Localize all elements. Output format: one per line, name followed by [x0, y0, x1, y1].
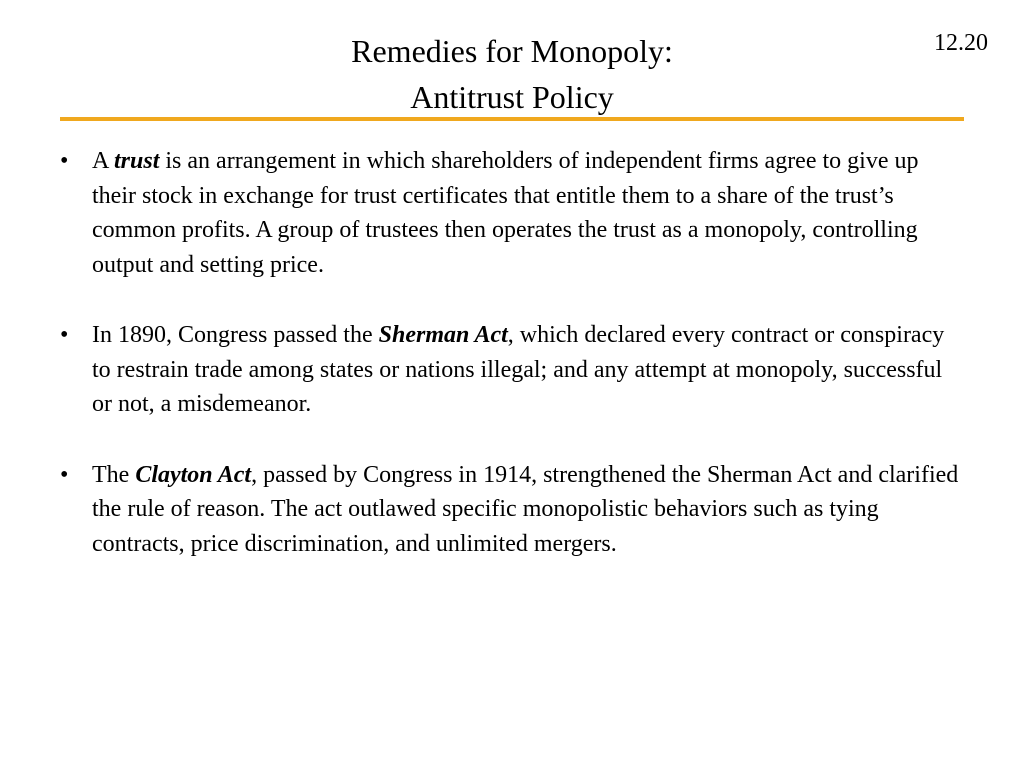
bullet-item-clayton-act	[0, 458, 1024, 562]
title-divider	[60, 117, 964, 121]
term-clayton-act: Clayton Act	[135, 461, 252, 488]
bullet-text-pre: In 1890, Congress passed the	[92, 322, 379, 348]
bullet-icon: •	[60, 461, 69, 488]
bullet-list	[0, 144, 1024, 597]
slide-title-line-2: Antitrust Policy	[410, 79, 614, 115]
term-trust: trust	[114, 148, 160, 174]
term-sherman-act: Sherman Act	[378, 322, 508, 348]
slide-title	[0, 28, 1024, 120]
bullet-text-post: , passed by Congress in 1914, strengthened the Sherman Act and clarified the rule of reason. The act outlawed specific monopolistic behaviors such as tying contracts, price discrimination, and unlimited mergers.	[92, 461, 959, 557]
bullet-item-sherman-act	[0, 318, 1024, 422]
slide-title-line-1: Remedies for Monopoly:	[351, 33, 673, 69]
bullet-text-post: , which declared every contract or conspiracy to restrain trade among states or nations illegal; and any attempt at monopoly, successful or not, a misdemeanor.	[92, 322, 945, 417]
slide-number: 12.20	[934, 30, 988, 56]
bullet-icon: •	[60, 322, 69, 348]
bullet-icon: •	[60, 148, 69, 174]
bullet-text-pre: A	[92, 148, 115, 174]
bullet-text-post: is an arrangement in which shareholders of independent firms agree to give up their stock in exchange for trust certificates that entitle them to a share of the trust’s common profits. A group of trustees then operates the trust as a monopoly, controlling output and setting price.	[92, 148, 919, 278]
bullet-text-pre: The	[92, 461, 136, 488]
bullet-item-trust	[0, 144, 1024, 282]
